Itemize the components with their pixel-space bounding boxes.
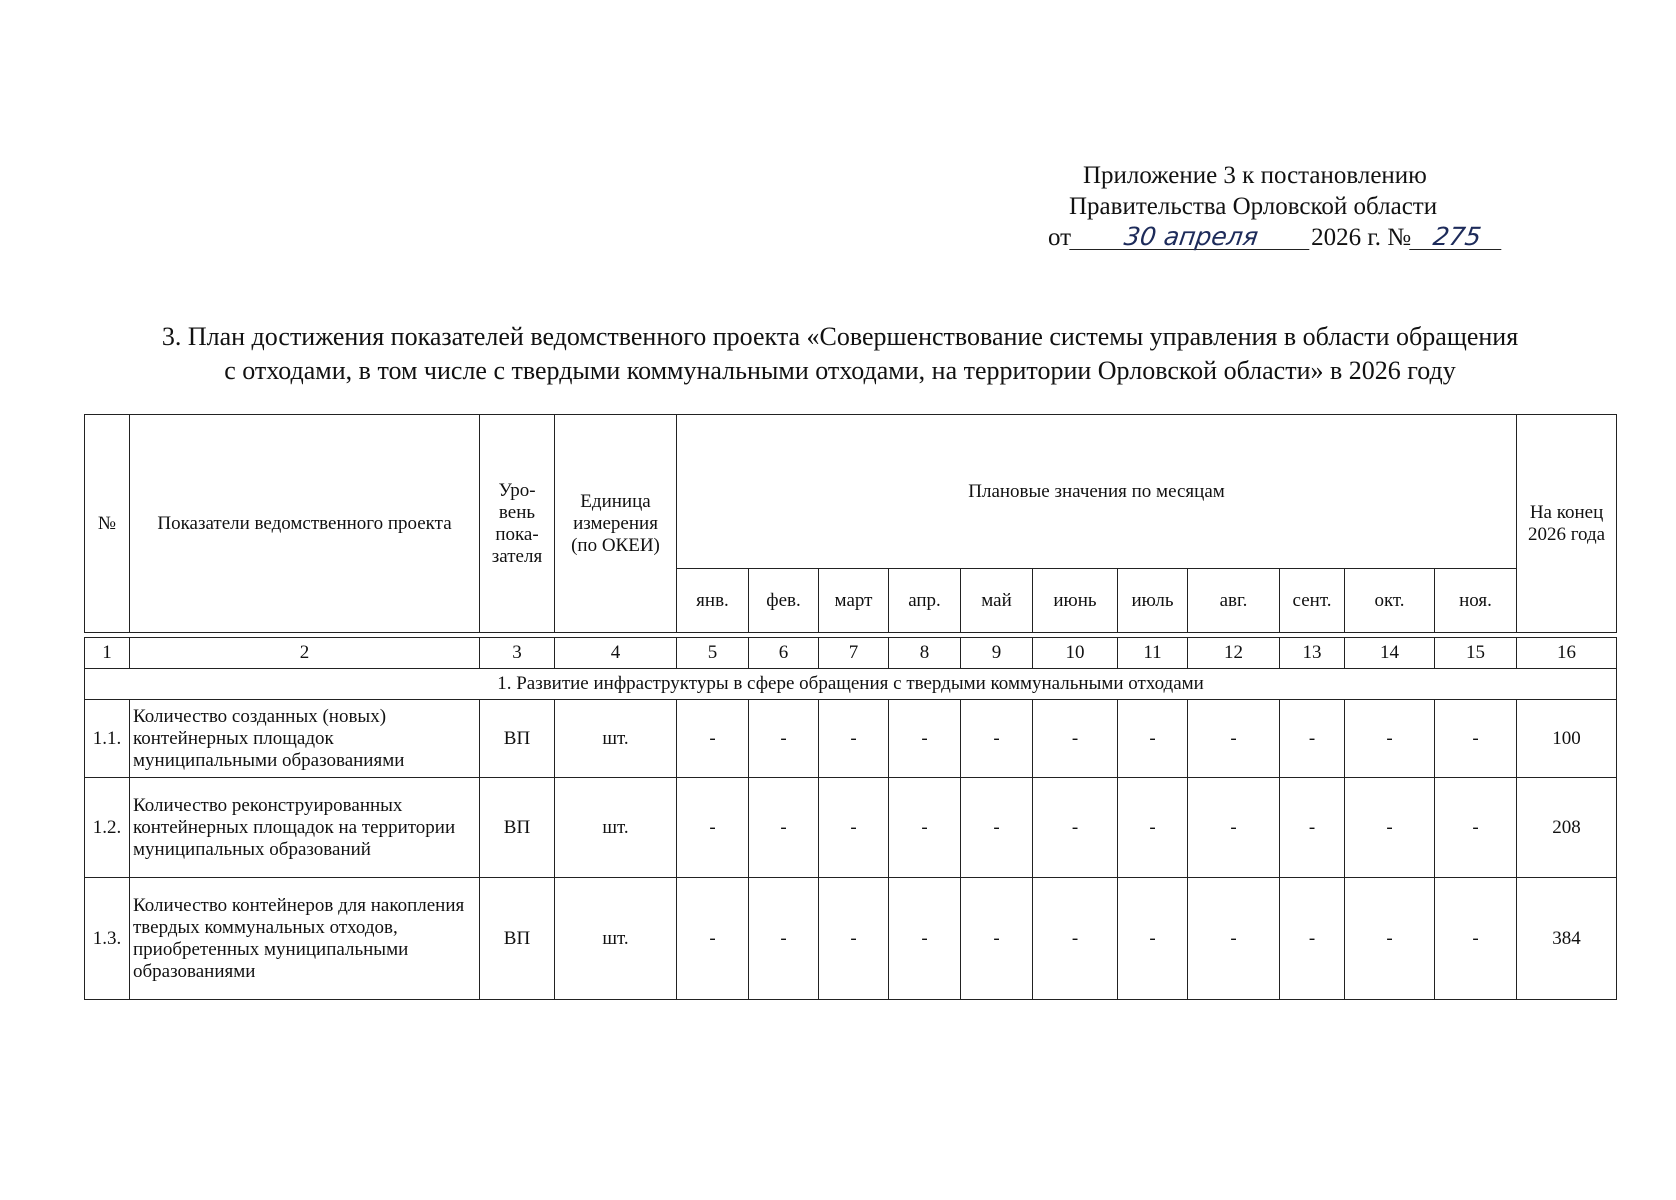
header-month: сент. <box>1280 569 1345 633</box>
row-month-value: - <box>749 700 819 778</box>
table-row <box>85 878 1617 1000</box>
row-month-value: - <box>1345 778 1435 878</box>
row-indicator-name: Количество контейнеров для накопления твердых коммунальных отходов, приобретенных муниципальными образованиями <box>130 878 480 1000</box>
column-number: 15 <box>1435 638 1517 669</box>
column-number: 4 <box>555 638 677 669</box>
column-number: 11 <box>1118 638 1188 669</box>
row-month-value: - <box>1118 778 1188 878</box>
row-indicator-name: Количество созданных (новых) контейнерных площадок муниципальными образованиями <box>130 700 480 778</box>
row-month-value: - <box>677 700 749 778</box>
section-heading: 1. Развитие инфраструктуры в сфере обращения с твердыми коммунальными отходами <box>85 669 1617 700</box>
appendix-date-line <box>1040 222 1560 253</box>
row-end-value: 384 <box>1517 878 1617 1000</box>
header-month: июль <box>1118 569 1188 633</box>
row-month-value: - <box>889 700 961 778</box>
appendix-line-2: Правительства Орловской области <box>1069 193 1438 220</box>
column-number: 7 <box>819 638 889 669</box>
appendix-block <box>1040 160 1560 253</box>
row-indicator-name: Количество реконструированных контейнерных площадок на территории муниципальных образований <box>130 778 480 878</box>
column-number: 1 <box>85 638 130 669</box>
row-month-value: - <box>819 778 889 878</box>
row-month-value: - <box>961 878 1033 1000</box>
table-row <box>85 778 1617 878</box>
handwritten-number: 275 <box>1409 225 1505 250</box>
row-month-value: - <box>889 778 961 878</box>
column-number: 8 <box>889 638 961 669</box>
date-prefix: от <box>1048 224 1072 251</box>
row-month-value: - <box>1188 878 1280 1000</box>
header-month: март <box>819 569 889 633</box>
handwritten-date: 30 апреля <box>1069 225 1313 250</box>
header-unit: Единица измерения (по ОКЕИ) <box>555 415 677 633</box>
row-month-value: - <box>1345 700 1435 778</box>
header-indicator: Показатели ведомственного проекта <box>130 415 480 633</box>
row-month-value: - <box>1345 878 1435 1000</box>
title-line-1: 3. План достижения показателей ведомственного проекта «Совершенствование системы управления в области обращения <box>161 322 1519 351</box>
row-month-value: - <box>1280 878 1345 1000</box>
row-month-value: - <box>1435 778 1517 878</box>
row-month-value: - <box>961 700 1033 778</box>
row-month-value: - <box>1033 878 1118 1000</box>
column-numbers-row <box>85 638 1617 669</box>
table-row <box>85 700 1617 778</box>
header-month: окт. <box>1345 569 1435 633</box>
row-month-value: - <box>819 700 889 778</box>
row-end-value: 100 <box>1517 700 1617 778</box>
row-month-value: - <box>961 778 1033 878</box>
row-month-value: - <box>1118 700 1188 778</box>
year-number-label: 2026 г. № <box>1311 224 1412 251</box>
document-title <box>90 320 1590 388</box>
header-plan-by-months: Плановые значения по месяцам <box>677 415 1517 569</box>
row-level: ВП <box>480 778 555 878</box>
row-num: 1.2. <box>85 778 130 878</box>
header-month: май <box>961 569 1033 633</box>
row-level: ВП <box>480 878 555 1000</box>
header-num: № <box>85 415 130 633</box>
header-month: июнь <box>1033 569 1118 633</box>
row-num: 1.1. <box>85 700 130 778</box>
column-number: 10 <box>1033 638 1118 669</box>
indicators-plan-table <box>84 414 1617 1000</box>
column-number: 6 <box>749 638 819 669</box>
row-level: ВП <box>480 700 555 778</box>
header-level: Уро-вень пока-зателя <box>480 415 555 633</box>
column-number: 12 <box>1188 638 1280 669</box>
row-month-value: - <box>1435 878 1517 1000</box>
header-end-of-year: На конец 2026 года <box>1517 415 1617 633</box>
row-unit: шт. <box>555 778 677 878</box>
row-month-value: - <box>677 878 749 1000</box>
row-unit: шт. <box>555 700 677 778</box>
row-month-value: - <box>749 778 819 878</box>
row-num: 1.3. <box>85 878 130 1000</box>
header-month: апр. <box>889 569 961 633</box>
row-month-value: - <box>819 878 889 1000</box>
row-month-value: - <box>1033 700 1118 778</box>
row-month-value: - <box>749 878 819 1000</box>
column-number: 13 <box>1280 638 1345 669</box>
row-month-value: - <box>1188 700 1280 778</box>
column-number: 2 <box>130 638 480 669</box>
row-month-value: - <box>1280 700 1345 778</box>
row-unit: шт. <box>555 878 677 1000</box>
row-month-value: - <box>1280 778 1345 878</box>
header-month: ноя. <box>1435 569 1517 633</box>
appendix-line-1: Приложение 3 к постановлению <box>1083 162 1427 189</box>
row-month-value: - <box>1033 778 1118 878</box>
row-month-value: - <box>677 778 749 878</box>
row-month-value: - <box>1118 878 1188 1000</box>
column-number: 14 <box>1345 638 1435 669</box>
row-end-value: 208 <box>1517 778 1617 878</box>
row-month-value: - <box>1435 700 1517 778</box>
header-month: авг. <box>1188 569 1280 633</box>
column-number: 9 <box>961 638 1033 669</box>
column-number: 16 <box>1517 638 1617 669</box>
column-number: 5 <box>677 638 749 669</box>
row-month-value: - <box>889 878 961 1000</box>
header-month: янв. <box>677 569 749 633</box>
column-number: 3 <box>480 638 555 669</box>
title-line-2: с отходами, в том числе с твердыми коммунальными отходами, на территории Орловской области» в 2026 году <box>224 356 1456 385</box>
row-month-value: - <box>1188 778 1280 878</box>
header-month: фев. <box>749 569 819 633</box>
